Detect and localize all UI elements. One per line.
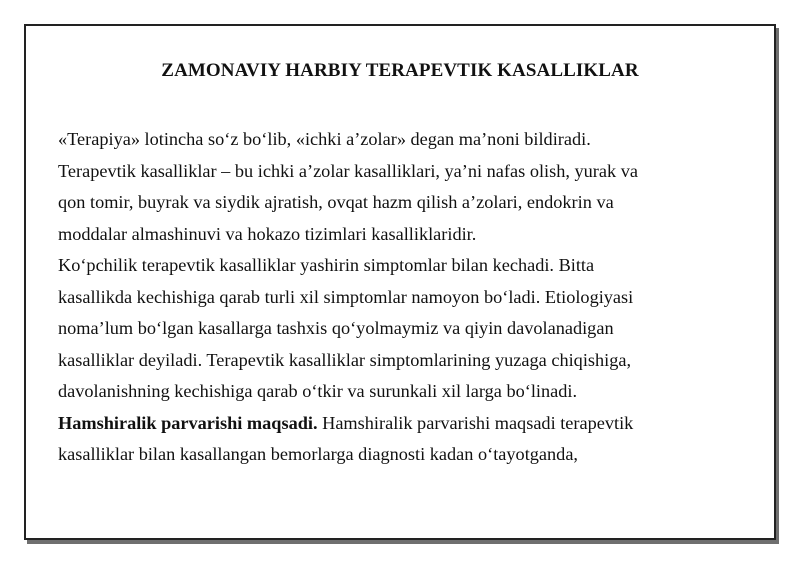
paragraph-3-line-2: kasalliklar bilan kasallangan bemorlarga diagnosti kadan o‘tayotganda, (58, 444, 578, 464)
paragraph-1-line-2: Terapevtik kasalliklar – bu ichki a’zolar kasalliklari, ya’ni nafas olish, yurak va (58, 160, 638, 181)
document-body (58, 124, 748, 471)
paragraph-2-line-4: kasalliklar deyiladi. Terapevtik kasalliklar simptomlarining yuzaga chiqishiga, (58, 349, 632, 370)
document-page (24, 24, 776, 540)
paragraph-3-line-1 (58, 408, 748, 440)
paragraph-2-line-5: davolanishning kechishiga qarab o‘tkir va surunkali xil larga bo‘linadi. (58, 381, 578, 401)
paragraph-1-line-4: moddalar almashinuvi va hokazo tizimlari kasalliklaridir. (58, 223, 477, 244)
paragraph-2-line-2: kasallikda kechishiga qarab turli xil simptomlar namoyon bo‘ladi. Etiologiyasi (58, 286, 634, 307)
paragraph-2-line-3: noma’lum bo‘lgan kasallarga tashxis qo‘yolmaymiz va qiyin davolanadigan (58, 318, 614, 338)
paragraph-1-line-3: qon tomir, buyrak va siydik ajratish, ovqat hazm qilish a’zolari, endokrin va (58, 192, 614, 212)
paragraph-2-line-1: Ko‘pchilik terapevtik kasalliklar yashirin simptomlar bilan kechadi. Bitta (58, 255, 595, 275)
paragraph-3-line-1-text: Hamshiralik parvarishi maqsadi terapevtik (317, 412, 634, 433)
section-heading: Hamshiralik parvarishi maqsadi. (58, 412, 318, 433)
paragraph-1-line-1: «Terapiya» lotincha so‘z bo‘lib, «ichki a’zolar» degan ma’noni bildiradi. (58, 129, 591, 149)
document-title: ZAMONAVIY HARBIY TERAPEVTIK KASALLIKLAR (161, 60, 639, 81)
